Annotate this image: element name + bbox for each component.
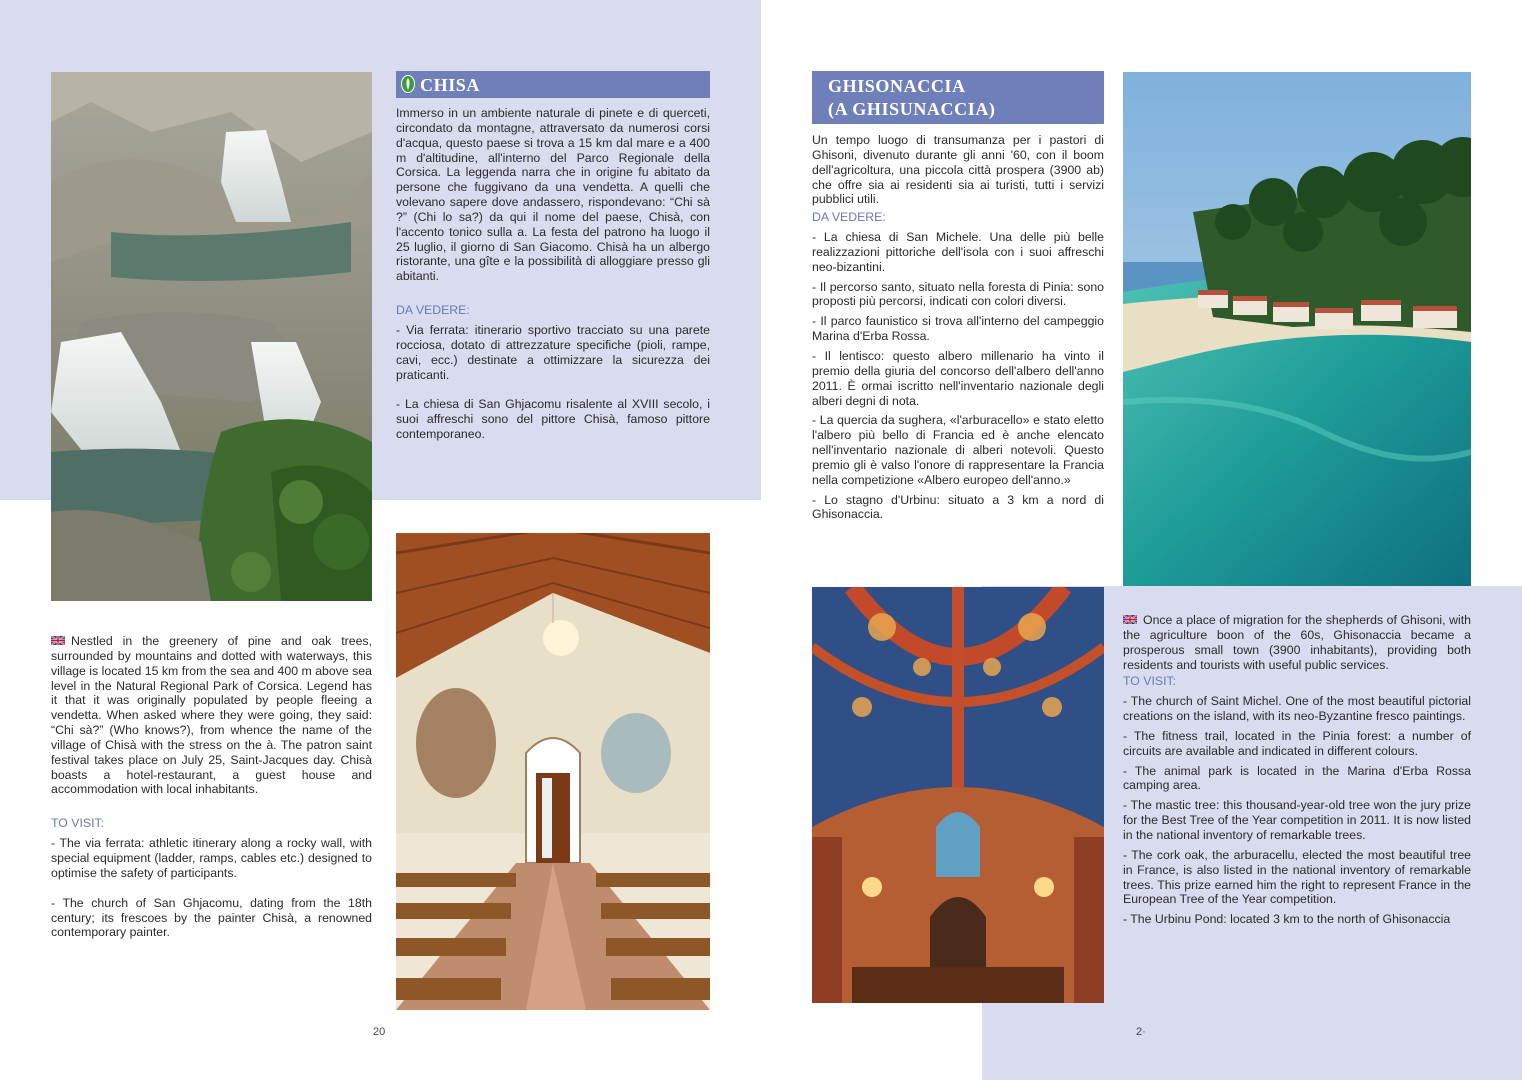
ghisonaccia-see-item: - La quercia da sughera, «l'arburacello» e stato eletto l'albero più bello di Francia ed è anche elencato nell'inventario nazionale di alberi notevoli. Questo premio gli è valso l'onore di rappresentare la Francia nella competizione «Albero europeo dell'anno.»	[812, 413, 1104, 487]
ghisonaccia-visit-item: - The mastic tree: this thousand-year-old tree won the jury prize for the Best Tree of the Year competition in 2011. It is now listed in the national inventory of remarkable trees.	[1123, 798, 1471, 842]
ghisonaccia-title-line2: (A GHISUNACCIA)	[828, 99, 996, 119]
chisa-title: CHISA	[420, 75, 481, 95]
right-page-number: 2·	[1136, 1026, 1146, 1038]
ghisonaccia-title-line1: GHISONACCIA	[828, 76, 966, 96]
ghisonaccia-visit-item: - The Urbinu Pond: located 3 km to the north of Ghisonaccia	[1123, 912, 1451, 927]
ghisonaccia-title-banner	[812, 71, 1104, 124]
ghisonaccia-see-item: - La chiesa di San Michele. Una delle più belle realizzazioni pittoriche dell'isola con i suoi affreschi neo-bizantini.	[812, 230, 1104, 274]
chisa-english-text	[51, 634, 372, 945]
ghisonaccia-see-item: - Lo stagno d'Urbinu: situato a 3 km a nord di Ghisonaccia.	[812, 492, 1104, 522]
left-page-number: 20	[373, 1026, 386, 1038]
chisa-visit-item: - The via ferrata: athletic itinerary along a rocky wall, with special equipment (ladder, ramps, cables etc.) designed to optimise the safety of participants.	[51, 836, 372, 880]
chisa-intro: Immerso in un ambiente naturale di pinete e di querceti, circondato da montagne, attraversato da numerosi corsi d'acqua, questo paese si trova a 15 km dal mare e a 400 m d'altitudine, all'interno del Parco Regionale della Corsica. La leggenda narra che in origine fu abitato da persone che fuggivano da una vendetta. A quelli che volevano sapere dove andassero, rispondevano: “Chi sà ?” (Chi lo sa?) da qui il nome del paese, Chisà, con l'accento tonico sulla a. La festa del patrono ha luogo il 25 luglio, il giorno di San Giacomo. Chisà ha un albergo ristorante, una gîte e la possibilità di alloggiare presso gli abitanti.	[396, 106, 710, 284]
ghisonaccia-see-item: - Il percorso santo, situato nella foresta di Pinia: sono proposti più percorsi, indicati con colori diversi.	[812, 279, 1104, 309]
uk-flag-icon	[1123, 615, 1137, 624]
ghisonaccia-visit-item: - The animal park is located in the Marina d'Erba Rossa camping area.	[1123, 763, 1471, 793]
ghisonaccia-visit-item: - The church of Saint Michel. One of the most beautiful pictorial creations on the island, with its neo-Byzantine fresco paintings.	[1123, 694, 1471, 724]
ghisonaccia-visit-item: - The cork oak, the arburacellu, elected the most beautiful tree in France, is also listed in the national inventory of remarkable trees. This prize earned him the right to represent France in the European Tree of the Year competition.	[1123, 847, 1471, 907]
chisa-see-heading: DA VEDERE:	[396, 303, 470, 318]
ghisonaccia-see-heading: DA VEDERE:	[812, 210, 886, 225]
ghisonaccia-italian-text	[812, 133, 1104, 527]
chisa-italian-text	[396, 106, 710, 447]
chisa-visit-heading: TO VISIT:	[51, 816, 105, 831]
uk-flag-icon	[51, 636, 65, 645]
ghisonaccia-english-intro	[1123, 613, 1471, 672]
ghisonaccia-intro: Un tempo luogo di transumanza per i pastori di Ghisoni, divenuto durante gli anni '60, con il boom dell'agricoltura, una piccola città prospera (3900 ab) che offre sia ai residenti sia ai turisti, tutti i servizi pubblici utili.	[812, 133, 1104, 207]
ghisonaccia-visit-item: - The fitness trail, located in the Pinia forest: a number of circuits are available and indicated in different colours.	[1123, 728, 1471, 758]
chisa-english-intro-text: Nestled in the greenery of pine and oak trees, surrounded by mountains and dotted with waterways, this village is located 15 km from the sea and 400 m above sea level in the Natural Regional Park of Corsica. Legend has it that it was originally populated by people fleeing a vendetta. When asked where they were going, they said: “Chi sà?” (Who knows?), from whence the name of the village of Chisà with the stress on the à. The patron saint festival takes place on July 25, Saint-Jacques day. Chisà boasts a hotel-restaurant, a guest house and accommodation with local inhabitants.	[51, 634, 372, 797]
green-location-icon	[401, 75, 415, 93]
chisa-title-banner	[396, 71, 710, 98]
chapel-interior-photo	[396, 533, 710, 1010]
ghisonaccia-english-intro-text: Once a place of migration for the shepherds of Ghisoni, with the agriculture boon of the 60s, Ghisonaccia became a prosperous small town (3900 inhabitants), providing both residents and tourists with useful public services.	[1123, 613, 1471, 672]
church-fresco-ceiling-photo	[812, 587, 1104, 1003]
ghisonaccia-visit-heading: TO VISIT:	[1123, 674, 1177, 689]
beach-coast-photo	[1123, 72, 1471, 586]
chisa-see-item: - La chiesa di San Ghjacomu risalente al XVIII secolo, i suoi affreschi sono del pittore Chisà, famoso pittore contemporaneo.	[396, 397, 710, 442]
ghisonaccia-see-item: - Il parco faunistico si trova all'interno del campeggio Marina d'Erba Rossa.	[812, 314, 1104, 344]
ghisonaccia-see-item: - Il lentisco: questo albero millenario ha vinto il premio della giuria del concorso dell'albero dell'anno 2011. È ormai iscritto nell'inventario nazionale degli alberi degni di nota.	[812, 348, 1104, 408]
chisa-english-intro	[51, 634, 372, 797]
ghisonaccia-english-text	[1123, 613, 1471, 932]
chisa-visit-item: - The church of San Ghjacomu, dating from the 18th century; its frescoes by the painter Chisà, a renowned contemporary painter.	[51, 895, 372, 940]
waterfall-photo	[51, 72, 372, 601]
chisa-see-item: - Via ferrata: itinerario sportivo tracciato su una parete rocciosa, dotato di attrezzature specifiche (pioli, rampe, cavi, ecc.) destinate a ottimizzare la sicurezza dei praticanti.	[396, 322, 710, 382]
